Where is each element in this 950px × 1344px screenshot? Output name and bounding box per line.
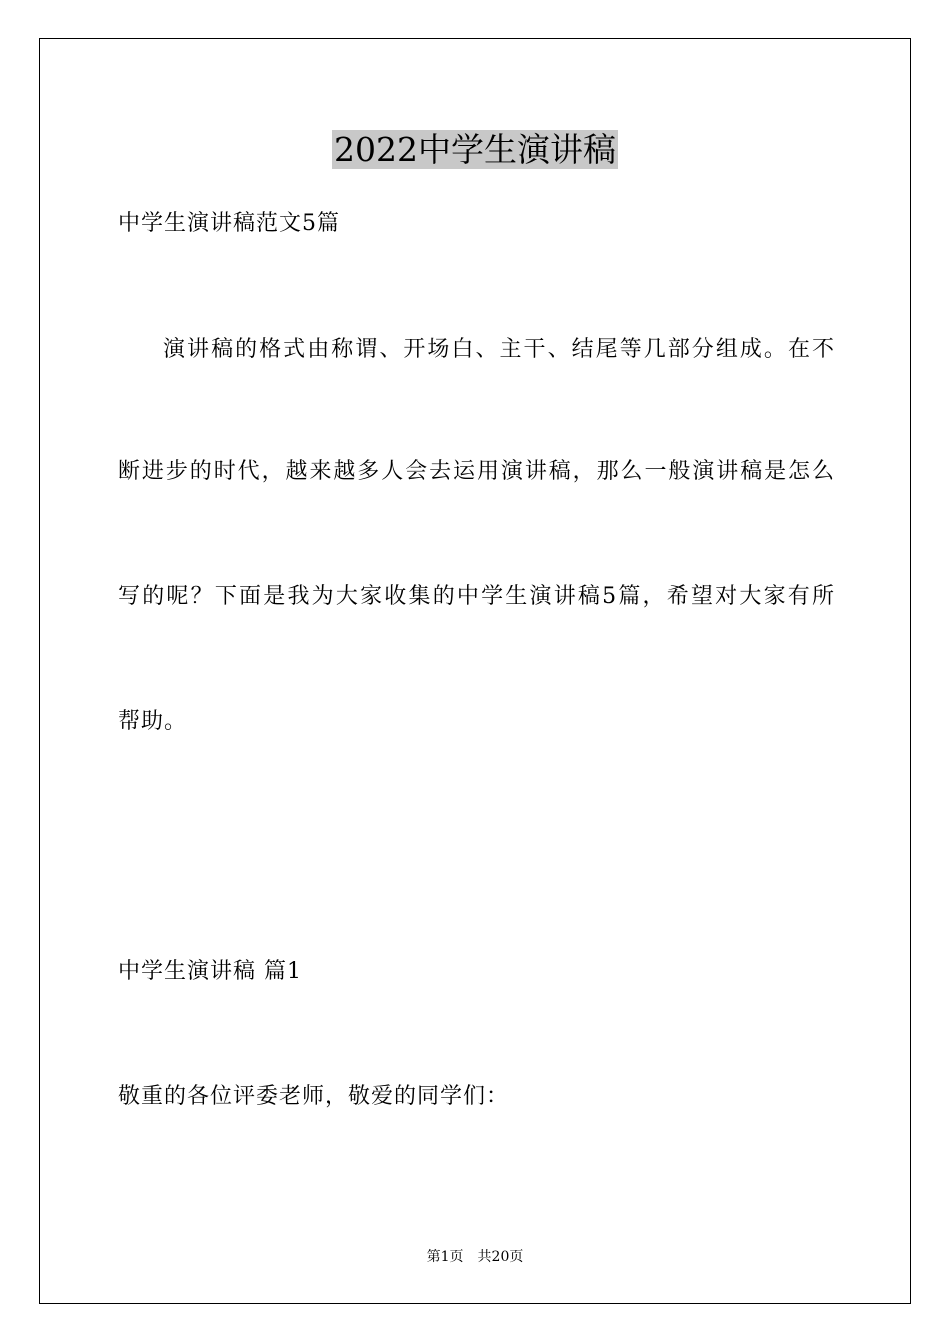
- page-number: 第1页: [426, 1249, 464, 1265]
- document-title: [0, 128, 950, 172]
- page-total: 共20页: [477, 1249, 524, 1265]
- section-heading: 中学生演讲稿 篇1: [118, 959, 302, 984]
- document-title-text: 2022中学生演讲稿: [334, 130, 616, 169]
- greeting-line: 敬重的各位评委老师，敬爱的同学们：: [118, 1084, 510, 1109]
- document-subtitle: 中学生演讲稿范文5篇: [118, 211, 340, 236]
- page-footer: [0, 1247, 950, 1267]
- intro-line-3: 写的呢？下面是我为大家收集的中学生演讲稿5篇，希望对大家有所: [118, 584, 834, 609]
- intro-line-4: 帮助。: [118, 709, 188, 734]
- intro-line-1: 演讲稿的格式由称谓、开场白、主干、结尾等几部分组成。在不: [163, 337, 834, 362]
- intro-line-2: 断进步的时代，越来越多人会去运用演讲稿，那么一般演讲稿是怎么: [118, 459, 834, 484]
